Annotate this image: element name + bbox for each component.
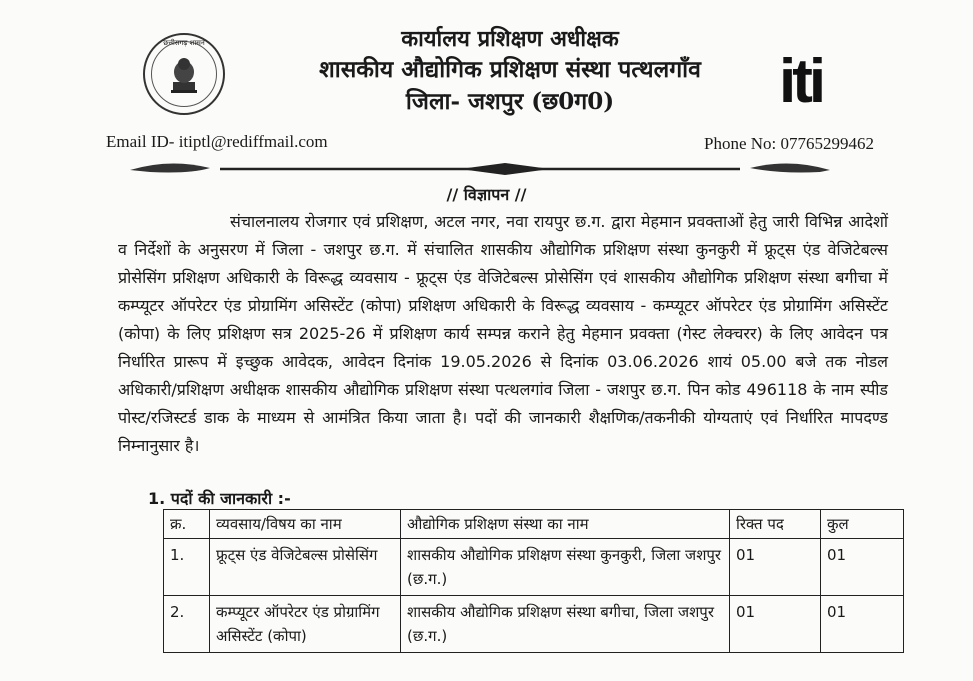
email-id: Email ID- itiptl@rediffmail.com: [106, 132, 328, 151]
table-header-row: [164, 510, 904, 539]
office-header: [300, 24, 720, 118]
section-heading: 1. पदों की जानकारी :-: [148, 489, 291, 508]
lion-capital-icon: [167, 52, 201, 96]
table-cell: 1.: [164, 539, 210, 596]
table-row: [164, 539, 904, 596]
header-line-1: कार्यालय प्रशिक्षण अधीक्षक: [401, 26, 619, 52]
state-emblem: [143, 33, 225, 115]
posts-table: [163, 509, 904, 653]
ornamental-divider: [130, 156, 880, 180]
table-cell: 01: [730, 539, 821, 596]
column-header: व्यवसाय/विषय का नाम: [210, 510, 401, 539]
table-row: [164, 596, 904, 653]
advertisement-title: // विज्ञापन //: [446, 185, 527, 204]
emblem-label: छत्तीसगढ़ शासन: [163, 39, 205, 47]
iti-logo-text: iti: [779, 52, 823, 108]
table-cell: 2.: [164, 596, 210, 653]
phone-number: Phone No: 07765299462: [704, 134, 874, 153]
table-cell: फ्रूट्स एंड वेजिटेबल्स प्रोसेसिंग: [210, 539, 401, 596]
table-cell: 01: [821, 596, 904, 653]
advertisement-body: संचालनालय रोजगार एवं प्रशिक्षण, अटल नगर, नवा रायपुर छ.ग. द्वारा मेहमान प्रवक्ताओं हेतु जारी विभिन्न आदेशों व निर्देशों के अनुसरण में जिला - जशपुर छ.ग. में संचालित शासकीय औद्योगिक प्रशिक्षण संस्था कुनकुरी में फ्रूट्स एंड वेजिटेबल्स प्रोसेसिंग प्रशिक्षण अधिकारी के विरूद्ध व्यवसाय - फ्रूट्स एंड वेजिटेबल्स प्रोसेसिंग एवं शासकीय औद्योगिक प्रशिक्षण संस्था बगीचा में कम्प्यूटर ऑपरेटर एंड प्रोग्रामिंग असिस्टेंट (कोपा) प्रशिक्षण अधिकारी के विरूद्ध व्यवसाय - कम्प्यूटर ऑपरेटर एंड प्रोग्रामिंग असिस्टेंट (कोपा) के लिए प्रशिक्षण सत्र 2025-26 में प्रशिक्षण कार्य सम्पन्न कराने हेतु मेहमान प्रवक्ता (गेस्ट लेक्चरर) के लिए आवेदन पत्र निर्धारित प्रारूप में इच्छुक आवेदक, आवेदन दिनांक 19.05.2026 से दिनांक 03.06.2026 शायं 05.00 बजे तक नोडल अधिकारी/प्रशिक्षण अधीक्षक शासकीय औद्योगिक प्रशिक्षण संस्था पत्थलगांव जिला - जशपुर छ.ग. पिन कोड 496118 के नाम स्पीड पोस्ट/रजिस्टर्ड डाक के माध्यम से आमंत्रित किया जाता है। पदों की जानकारी शैक्षणिक/तकनीकी योग्यताएं एवं निर्धारित मापदण्ड निम्नानुसार है।: [118, 212, 888, 455]
table-cell: शासकीय औद्योगिक प्रशिक्षण संस्था कुनकुरी, जिला जशपुर (छ.ग.): [401, 539, 730, 596]
column-header: रिक्त पद: [730, 510, 821, 539]
table-cell: 01: [730, 596, 821, 653]
table-cell: कम्प्यूटर ऑपरेटर एंड प्रोग्रामिंग असिस्टेंट (कोपा): [210, 596, 401, 653]
column-header: कुल: [821, 510, 904, 539]
iti-logo: [779, 52, 865, 108]
table-cell: शासकीय औद्योगिक प्रशिक्षण संस्था बगीचा, जिला जशपुर (छ.ग.): [401, 596, 730, 653]
column-header: क्र.: [164, 510, 210, 539]
header-line-3: जिला- जशपुर (छ0ग0): [405, 88, 615, 115]
table-cell: 01: [821, 539, 904, 596]
header-line-2: शासकीय औद्योगिक प्रशिक्षण संस्था पत्थलगाँव: [319, 56, 701, 83]
column-header: औद्योगिक प्रशिक्षण संस्था का नाम: [401, 510, 730, 539]
